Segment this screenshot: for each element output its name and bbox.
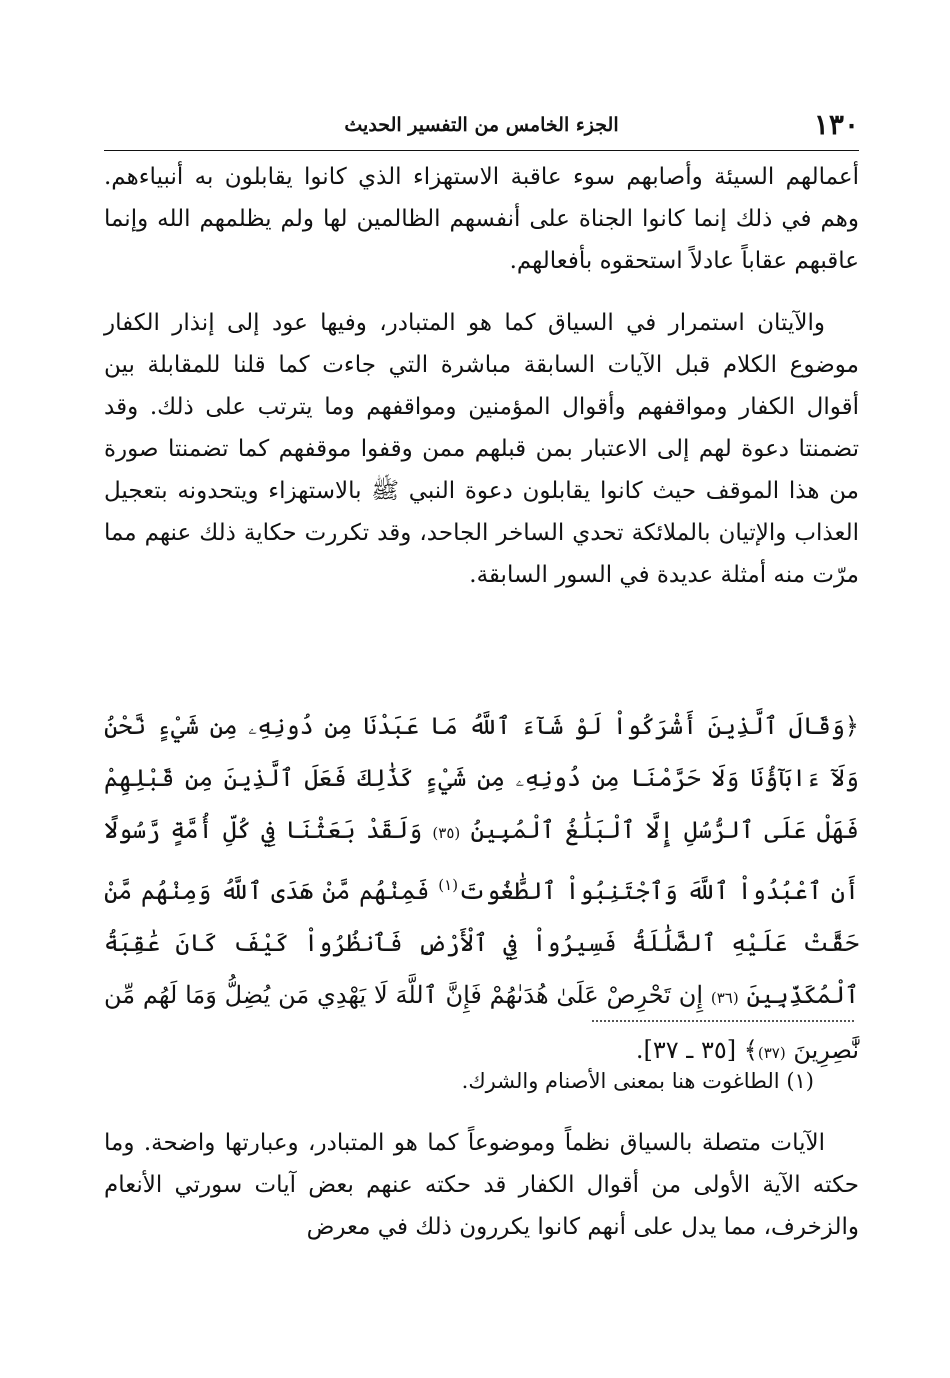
verse-citation: [٣٥ ـ ٣٧]. <box>635 1036 737 1064</box>
footnote-marker[interactable]: (١) <box>438 876 459 894</box>
verse-text-4: إِن تَحْرِصْ عَلَىٰ هُدَىٰهُمْ فَإِنَّ ٱللَّهَ لَا يَهْدِي مَن يُضِلُّ وَمَا لَهُم مِّن نَّٰصِرِينَ <box>104 981 859 1064</box>
footnote-separator <box>592 1020 854 1022</box>
closing-bracket: ﴾ <box>743 1036 758 1064</box>
verse-text-1: ﴿وَقَالَ ٱلَّذِينَ أَشْرَكُواْ لَوْ شَآءَ ٱللَّهُ مَا عَبَدْنَا مِن دُونِهِۦ مِن شَيْءٍ نَّحْنُ وَلَآ ءَابَآؤُنَا وَلَا حَرَّمْنَا مِن دُونِهِۦ مِن شَيْءٍ كَذَٰلِكَ فَعَلَ ٱلَّذِينَ مِن قَبْلِهِمْ فَهَلْ عَلَى ٱلرُّسُلِ إِلَّا ٱلْبَلَٰغُ ٱلْمُبِينُ <box>104 712 859 844</box>
footnote: (١) الطاغوت هنا بمعنى الأصنام والشرك. <box>461 1069 814 1093</box>
verse-text-3: فَمِنْهُم مَّنْ هَدَى ٱللَّهُ وَمِنْهُم مَّنْ حَقَّتْ عَلَيْهِ ٱلضَّلَٰلَةُ فَسِيرُواْ فِي ٱلْأَرْضِ فَٱنظُرُواْ كَيْفَ كَانَ عَٰقِبَةُ ٱلْمُكَذِّبِينَ <box>104 877 859 1009</box>
commentary-block-1 <box>104 156 859 282</box>
verse-number-35: (٣٥) <box>432 824 461 842</box>
verse-number-36: (٣٦) <box>710 989 739 1007</box>
paragraph-3: الآيات متصلة بالسياق نظماً وموضوعاً كما هو المتبادر، وعبارتها واضحة. وما حكته الآية الأولى من أقوال الكفار قد حكته عنهم بعض آيات سورتي الأنعام والزخرف، مما يدل على أنهم كانوا يكررون ذلك في معرض <box>104 1130 859 1240</box>
verse-number-37: (٣٧) <box>757 1044 786 1062</box>
commentary-block-2 <box>104 302 859 596</box>
page-number: ١٣٠ <box>813 108 859 141</box>
page-header <box>104 106 859 146</box>
quran-verses <box>104 700 859 1079</box>
running-title: الجزء الخامس من التفسير الحديث <box>344 114 619 136</box>
header-rule <box>104 150 859 151</box>
verse-text-2: وَلَقَدْ بَعَثْنَا فِي كُلِّ أُمَّةٍ رَّسُولًا أَنِ ٱعْبُدُواْ ٱللَّهَ وَٱجْتَنِبُواْ ٱلطَّٰغُوتَ <box>104 816 859 905</box>
paragraph-2: والآيتان استمرار في السياق كما هو المتبادر، وفيها عود إلى إنذار الكفار موضوع الكلام قبل الآيات السابقة مباشرة التي جاءت كما قلنا للمقابلة بين أقوال الكفار ومواقفهم وأقوال المؤمنين ومواقفهم وما يترتب على ذلك. وقد تضمنتا دعوة لهم إلى الاعتبار بمن قبلهم ممن وقفوا موقفهم كما تضمنتا صورة من هذا الموقف حيث كانوا يقابلون دعوة النبي ﷺ بالاستهزاء ويتحدونه بتعجيل العذاب والإتيان بالملائكة تحدي الساخر الجاحد، وقد تكررت حكاية ذلك عنهم مما مرّت منه أمثلة عديدة في السور السابقة. <box>104 310 859 588</box>
commentary-block-3 <box>104 1122 859 1248</box>
paragraph-1: أعمالهم السيئة وأصابهم سوء عاقبة الاستهزاء الذي كانوا يقابلون به أنبياءهم. وهم في ذلك إنما كانوا الجناة على أنفسهم الظالمين لها ولم يظلمهم الله وإنما عاقبهم عقاباً عادلاً استحقوه بأفعالهم. <box>104 164 859 274</box>
